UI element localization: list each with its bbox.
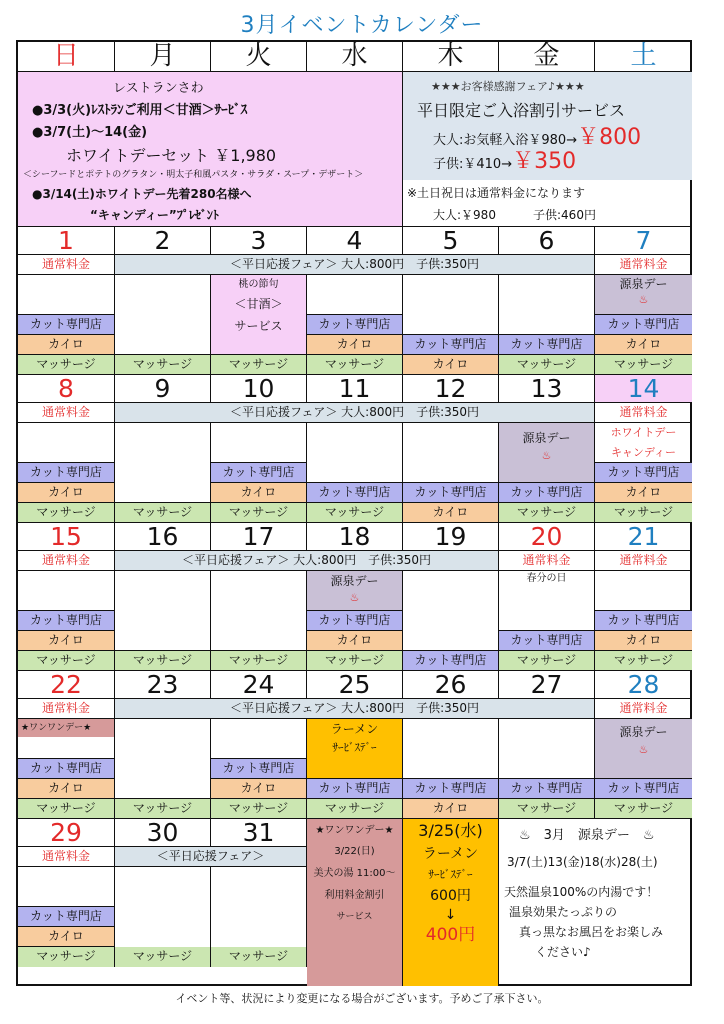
empty-cell [115,275,211,355]
fair-adult: 大人:お気軽入浴￥980→￥800 [433,125,642,150]
empty-cell [211,719,307,759]
genyen-label: 源泉デー [522,431,571,445]
whiteday-set: ホワイトデーセット ￥1,980 [66,146,277,165]
amazake-label: ＜甘酒＞ [234,297,283,311]
momo-cell [211,275,307,355]
cut-shop: カット専門店 [18,759,115,779]
onsen-icon: ♨ [349,591,360,604]
massage: マッサージ [115,503,211,523]
cut-shop: カット専門店 [18,463,115,483]
kairo: カイロ [211,483,307,503]
day-number: 15 [18,523,115,551]
onsen-icon: ♨ [541,449,552,462]
holiday-note: ※土日祝日は通常料金になります [407,186,586,200]
massage: マッサージ [18,503,115,523]
shunbun-label: 春分の日 [526,573,567,584]
fair-service: 平日限定ご入浴割引サービス [417,101,626,120]
genyen-text: 真っ黒なお風呂をお楽しみ [519,925,664,939]
massage: マッサージ [499,799,595,819]
day-number: 30 [115,819,211,847]
normal-fee: 通常料金 [18,847,115,867]
cut-shop: カット専門店 [18,611,115,631]
kairo: カイロ [595,631,692,651]
cut-shop: カット専門店 [499,335,595,355]
day-number: 20 [499,523,595,551]
day-number: 11 [307,375,403,403]
day-number: 12 [403,375,499,403]
empty-cell [115,571,211,651]
genyen-day [595,719,692,779]
massage: マッサージ [18,947,115,967]
empty-cell [18,867,115,907]
massage: マッサージ [499,503,595,523]
empty-cell [18,571,115,611]
normal-fee: 通常料金 [595,255,692,275]
day-number: 28 [595,671,692,699]
arrow-down-icon: ↓ [444,907,457,923]
day-number: 24 [211,671,307,699]
weekday-fair-bar: ＜平日応援フェア＞ 大人:800円 子供:350円 [115,551,499,571]
normal-fee: 通常料金 [595,551,692,571]
weekday-mon: 月 [115,42,211,72]
onsen-icon: ♨ [638,743,649,756]
cut-shop: カット専門店 [499,631,595,651]
cut-shop: カット専門店 [307,611,403,631]
ramen-service: ｻｰﾋﾞｽﾃﾞｰ [428,868,473,881]
service-label: サービス [234,319,283,333]
genyen-day [499,423,595,483]
whiteday-cell [595,423,692,463]
cut-shop: カット専門店 [403,651,499,671]
ramen-label: ラーメン [330,722,379,736]
restaurant-heading: レストランさわ [113,81,204,96]
normal-fee: 通常料金 [18,699,115,719]
cut-shop: カット専門店 [211,759,307,779]
massage: マッサージ [595,503,692,523]
empty-cell [403,719,499,779]
onsen-icon: ♨ [638,293,649,306]
massage: マッサージ [595,651,692,671]
empty-cell [403,423,499,483]
restaurant-line: ●3/3(火)ﾚｽﾄﾗﾝご利用＜甘酒＞ｻｰﾋﾞｽ [32,103,248,118]
genyen-label: 源泉デー [619,725,668,739]
massage: マッサージ [211,503,307,523]
massage: マッサージ [595,355,692,375]
massage: マッサージ [18,651,115,671]
genyen-day [307,571,403,611]
kairo: カイロ [18,631,115,651]
empty-cell [307,423,403,483]
holiday-adult: 大人:￥980 [433,208,496,222]
cut-shop: カット専門店 [499,483,595,503]
empty-cell [18,423,115,463]
empty-cell [403,275,499,335]
fair-child: 子供:￥410→￥350 [433,149,577,174]
child-price: ￥350 [512,149,577,174]
empty-cell [499,719,595,779]
massage: マッサージ [307,651,403,671]
day-number: 26 [403,671,499,699]
ramen-day [307,719,403,779]
massage: マッサージ [595,799,692,819]
massage: マッサージ [115,651,211,671]
holiday-cell [499,571,595,631]
calendar [16,40,692,986]
footer-note: イベント等、状況により変更になる場合がございます。予めご了承下さい。 [175,992,549,1005]
empty-cell [211,423,307,463]
massage: マッサージ [499,651,595,671]
ramen-price-after: 400円 [425,925,476,945]
weekday-wed: 水 [307,42,403,72]
massage: マッサージ [307,355,403,375]
fair-heading: ★★★お客様感謝フェア♪★★★ [431,80,585,93]
genyen-info [499,819,692,986]
day-number: 17 [211,523,307,551]
day-number: 19 [403,523,499,551]
weekday-sun: 日 [18,42,115,72]
kairo: カイロ [307,631,403,651]
massage: マッサージ [115,355,211,375]
genyen-heading: ♨ 3月 源泉デー ♨ [519,828,655,843]
genyen-day [595,275,692,315]
massage: マッサージ [115,947,211,967]
weekday-thu: 木 [403,42,499,72]
holiday-child: 子供:460円 [533,208,596,222]
momo-label: 桃の節句 [238,279,279,290]
kairo: カイロ [595,483,692,503]
ramen-service: ｻｰﾋﾞｽﾃﾞｰ [332,741,377,754]
normal-fee: 通常料金 [18,551,115,571]
empty-cell [307,275,403,315]
weekday-fair-bar: ＜平日応援フェア＞ [115,847,307,867]
day-number: 1 [18,227,115,255]
normal-fee: 通常料金 [18,255,115,275]
weekday-sat: 土 [595,42,692,72]
genyen-text: ください♪ [535,945,591,959]
empty-cell [115,719,211,799]
weekday-fair-bar: ＜平日応援フェア＞ 大人:800円 子供:350円 [115,699,595,719]
restaurant-line: ●3/14(土)ホワイトデー先着280名様へ [32,187,252,201]
cut-shop: カット専門店 [307,779,403,799]
day-number: 14 [595,375,692,403]
kairo: カイロ [403,503,499,523]
genyen-label: 源泉デー [619,277,668,291]
genyen-text: 天然温泉100%の内湯です！ [504,885,659,899]
ramen-info [403,819,499,986]
massage: マッサージ [18,355,115,375]
massage: マッサージ [211,947,307,967]
weekday-fair-bar: ＜平日応援フェア＞ 大人:800円 子供:350円 [115,255,595,275]
restaurant-line: ●3/7(土)～14(金) [32,125,148,140]
empty-cell [18,719,115,759]
candy-label: キャンディー [610,446,677,459]
day-number: 18 [307,523,403,551]
kairo: カイロ [18,927,115,947]
restaurant-box [18,72,403,227]
cut-shop: カット専門店 [18,315,115,335]
massage: マッサージ [307,503,403,523]
normal-fee: 通常料金 [595,699,692,719]
cut-shop: カット専門店 [595,315,692,335]
kairo: カイロ [18,335,115,355]
cut-shop: カット専門店 [211,463,307,483]
kairo: カイロ [307,335,403,355]
weekday-fri: 金 [499,42,595,72]
massage: マッサージ [307,799,403,819]
set-menu: ＜シーフードとポテトのグラタン・明太子和風パスタ・サラダ・スープ・デザート＞ [23,170,364,180]
weekday-fair-bar: ＜平日応援フェア＞ 大人:800円 子供:350円 [115,403,595,423]
normal-fee: 通常料金 [595,403,692,423]
kairo: カイロ [18,779,115,799]
cut-shop: カット専門店 [403,779,499,799]
kairo: カイロ [403,799,499,819]
ramen-date: 3/25(水) [418,821,483,840]
cut-shop: カット専門店 [307,315,403,335]
day-number: 7 [595,227,692,255]
holiday-note-box [403,180,692,227]
cut-shop: カット専門店 [403,483,499,503]
cut-shop: カット専門店 [18,907,115,927]
massage: マッサージ [115,799,211,819]
onewan-info [307,819,403,986]
normal-fee: 通常料金 [18,403,115,423]
massage: マッサージ [211,355,307,375]
onewan-line: 利用料金割引 [324,890,385,901]
ramen-label: ラーメン [422,846,479,862]
day-number: 5 [403,227,499,255]
day-number: 21 [595,523,692,551]
onewan-line: 美犬の湯 11:00～ [313,868,396,879]
onewan-title: ★ワンワンデー★ [315,825,394,836]
empty-cell [115,423,211,503]
empty-cell [211,571,307,651]
weekday-tue: 火 [211,42,307,72]
kairo: カイロ [18,483,115,503]
day-number: 13 [499,375,595,403]
day-number: 25 [307,671,403,699]
genyen-text: 温泉効果たっぷりの [509,905,618,919]
genyen-dates: 3/7(土)13(金)18(水)28(土) [507,855,658,869]
massage: マッサージ [499,355,595,375]
adult-price: ￥800 [577,125,642,150]
day-number: 22 [18,671,115,699]
page-title: 3月イベントカレンダー [240,13,484,38]
kairo: カイロ [595,335,692,355]
cut-shop: カット専門店 [403,335,499,355]
kairo: カイロ [211,779,307,799]
empty-cell [18,275,115,315]
cut-shop: カット専門店 [307,483,403,503]
restaurant-line: “キャンディー”ﾌﾟﾚｾﾞﾝﾄ [90,208,219,222]
massage: マッサージ [18,799,115,819]
cut-shop: カット専門店 [595,779,692,799]
onewan-line: サービス [336,912,373,922]
normal-fee: 通常料金 [499,551,595,571]
genyen-label: 源泉デー [330,574,379,588]
cut-shop: カット専門店 [499,779,595,799]
day-number: 6 [499,227,595,255]
cut-shop: カット専門店 [595,611,692,631]
kairo: カイロ [403,355,499,375]
onewan-label: ★ワンワンデー★ [18,719,114,737]
fair-box [403,72,692,180]
day-number: 10 [211,375,307,403]
day-number: 16 [115,523,211,551]
day-number: 29 [18,819,115,847]
day-number: 23 [115,671,211,699]
onewan-date: 3/22(日) [334,846,375,857]
day-number: 4 [307,227,403,255]
massage: マッサージ [211,799,307,819]
cut-shop: カット専門店 [595,463,692,483]
empty-cell [595,571,692,611]
day-number: 3 [211,227,307,255]
day-number: 8 [18,375,115,403]
empty-cell [499,275,595,335]
empty-cell [403,571,499,651]
day-number: 27 [499,671,595,699]
day-number: 31 [211,819,307,847]
ramen-price-before: 600円 [430,888,471,904]
whiteday-label: ホワイトデー [610,426,677,439]
day-number: 2 [115,227,211,255]
day-number: 9 [115,375,211,403]
massage: マッサージ [211,651,307,671]
